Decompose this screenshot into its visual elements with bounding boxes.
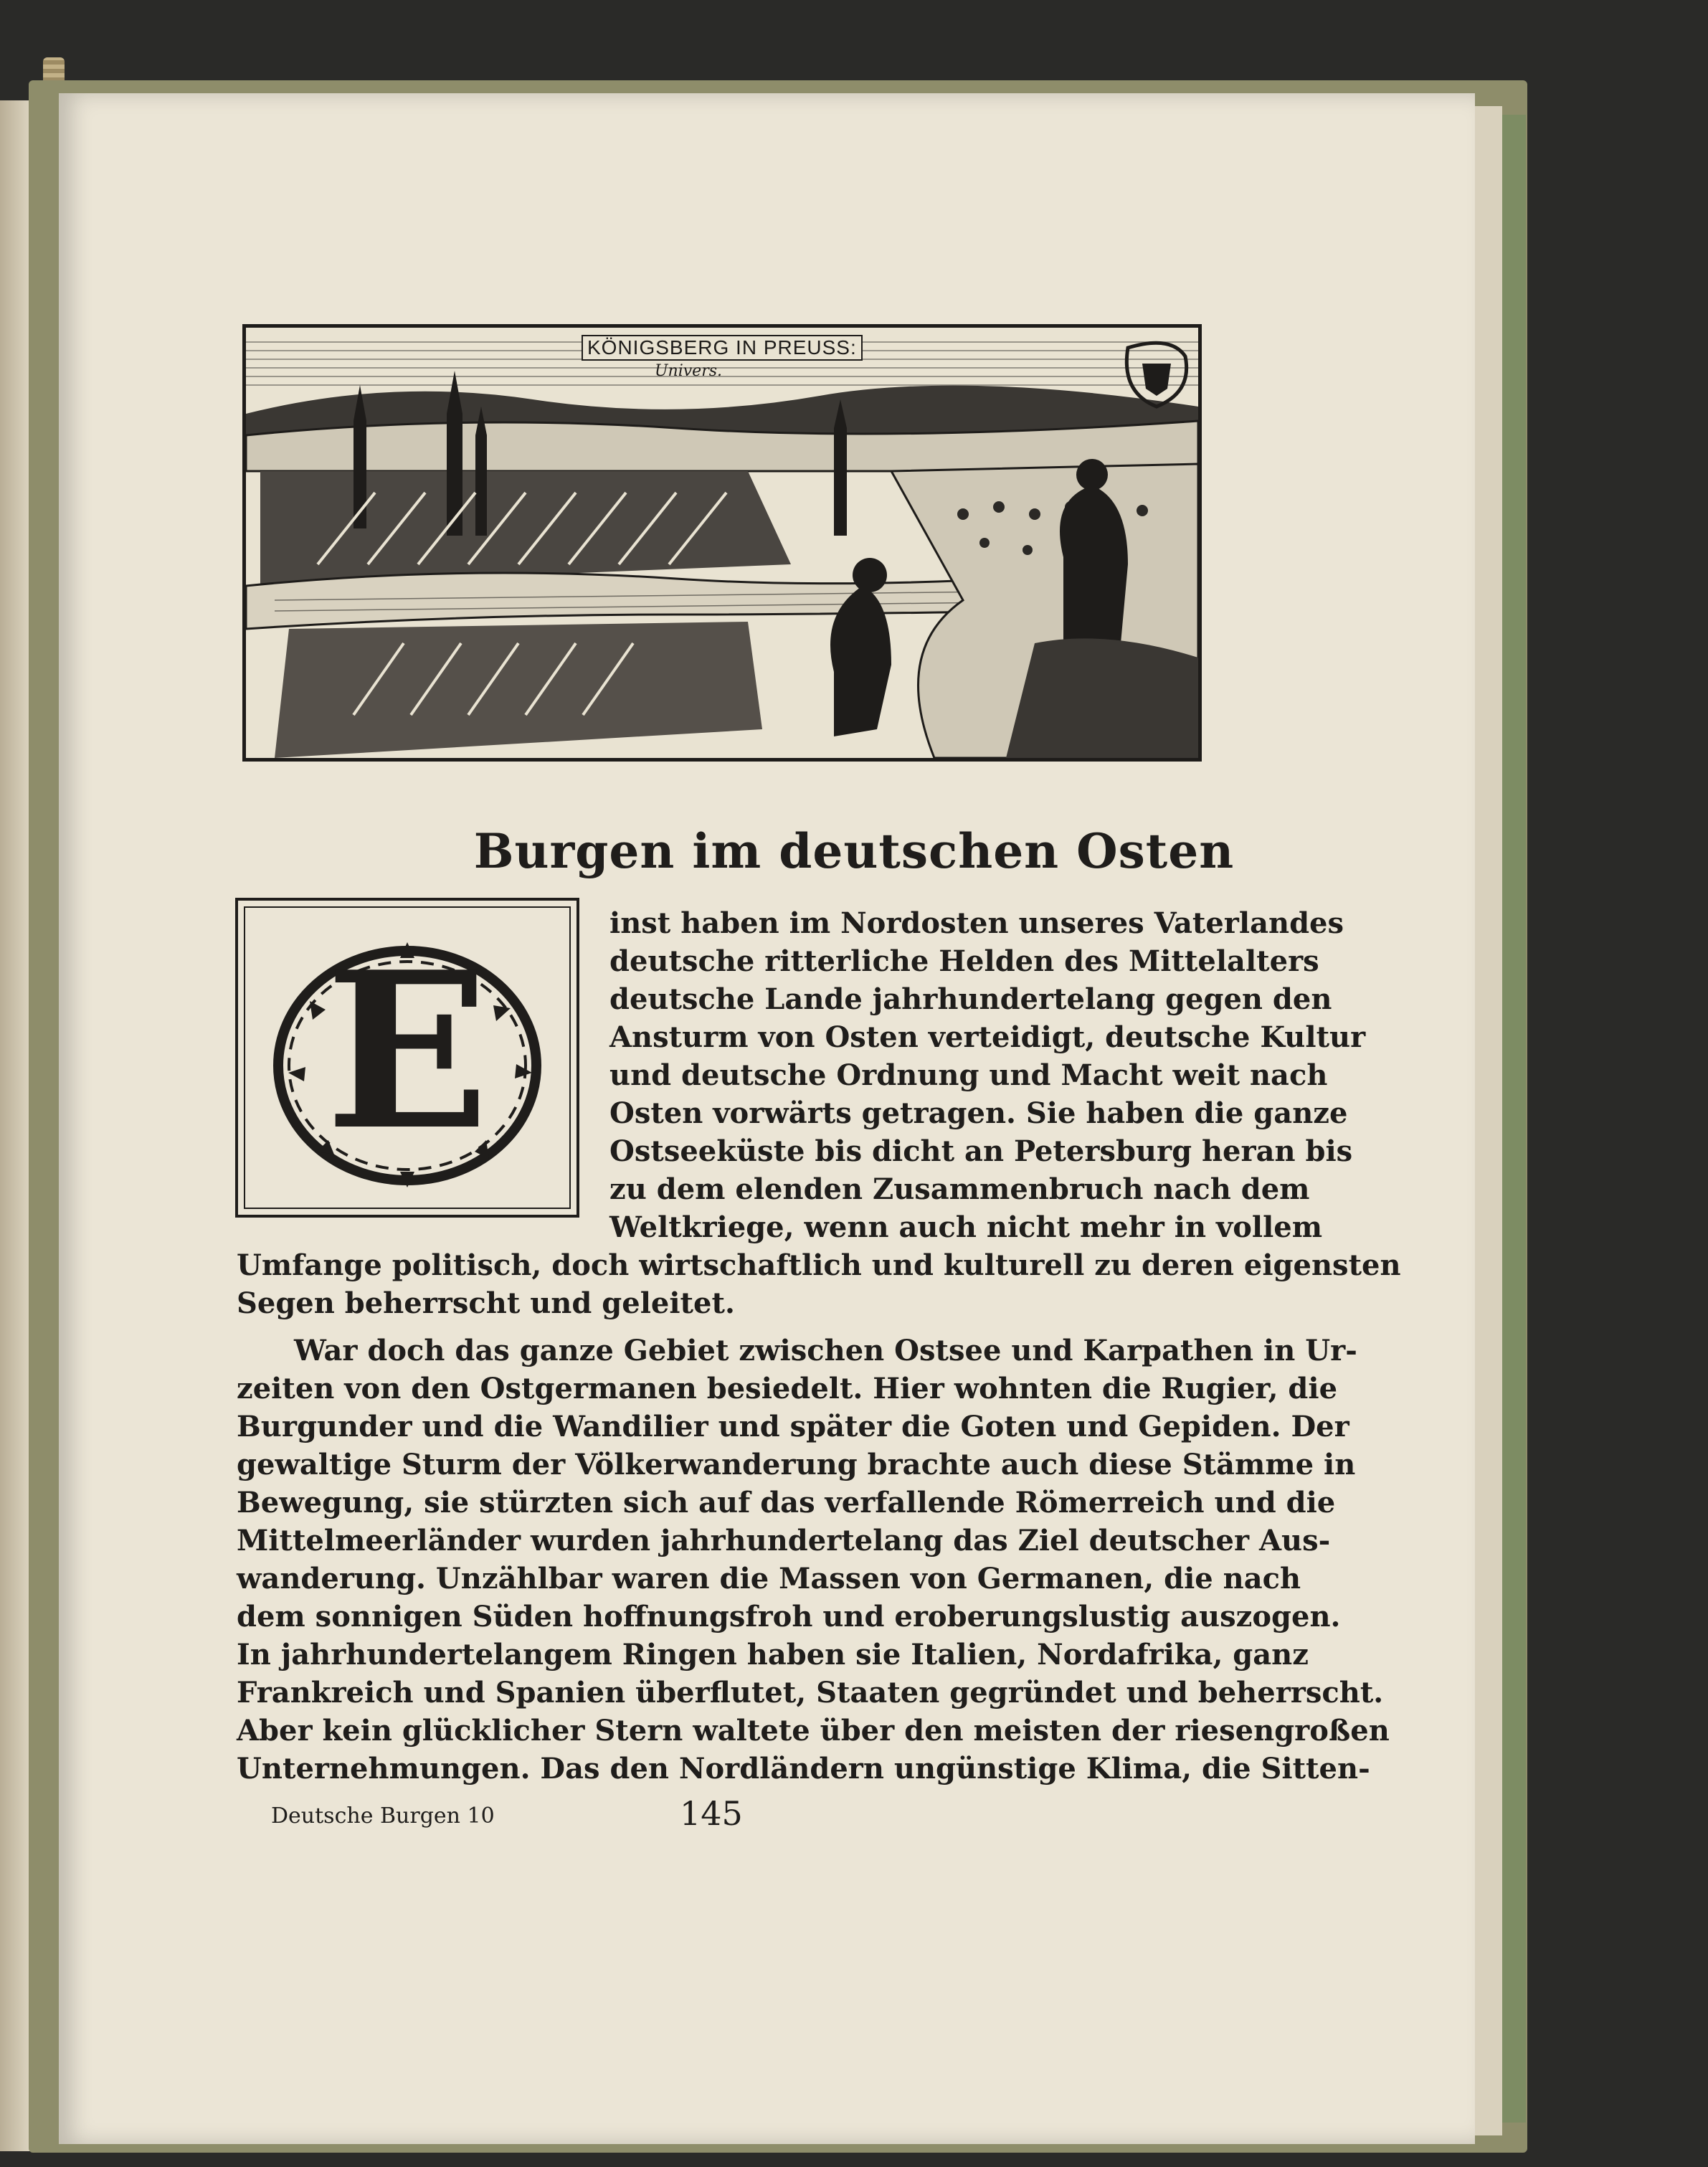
text-line: Umfange politisch, doch wirtschaftlich und kulturell zu deren eigensten (237, 1248, 1401, 1282)
text-line: Mittelmeerländer wurden jahrhundertelang das Ziel deutscher Aus- (237, 1524, 1331, 1557)
text-line: gewaltige Sturm der Völkerwanderung brachte auch diese Stämme in (237, 1448, 1356, 1481)
text-line: dem sonnigen Süden hoffnungsfroh und eroberungslustig auszogen. (237, 1600, 1341, 1633)
text-line: Osten vorwärts getragen. Sie haben die ganze (609, 1096, 1348, 1130)
text-line: inst haben im Nordosten unseres Vaterlandes (609, 906, 1344, 940)
text-line: zu dem elenden Zusammenbruch nach dem (609, 1172, 1310, 1206)
text-line: Burgunder und die Wandilier und später die Goten und Gepiden. Der (237, 1410, 1349, 1443)
text-line: deutsche Lande jahrhundertelang gegen den (609, 982, 1332, 1016)
text-line: wanderung. Unzählbar waren die Massen von Germanen, die nach (237, 1562, 1301, 1595)
engraving-title: KÖNIGSBERG IN PREUSS: (582, 335, 863, 361)
text-line: Ostseeküste bis dicht an Petersburg heran bis (609, 1134, 1353, 1168)
signature-mark: Deutsche Burgen 10 (271, 1803, 495, 1829)
text-line: Aber kein glücklicher Stern waltete über den meisten der riesengroßen (237, 1714, 1390, 1748)
text-line: Unternehmungen. Das den Nordländern ungünstige Klima, die Sitten- (237, 1752, 1370, 1786)
text-line: und deutsche Ordnung und Macht weit nach (609, 1058, 1328, 1092)
chapter-heading: Burgen im deutschen Osten (473, 823, 1235, 879)
text-line: Bewegung, sie stürzten sich auf das verfallende Römerreich und die (237, 1486, 1336, 1519)
engraving-illustration (246, 328, 1198, 758)
text-line: In jahrhundertelangem Ringen haben sie Italien, Nordafrika, ganz (237, 1638, 1309, 1672)
text-line: Frankreich und Spanien überflutet, Staaten gegründet und beherrscht. (237, 1676, 1384, 1710)
koenigsberg-engraving (242, 324, 1202, 762)
page-number: 145 (680, 1794, 743, 1833)
text-line: Weltkriege, wenn auch nicht mehr in vollem (609, 1210, 1323, 1244)
initial-letter: E (325, 924, 490, 1177)
text-line: War doch das ganze Gebiet zwischen Ostsee und Karpathen in Ur- (294, 1334, 1357, 1367)
text-line: Ansturm von Osten verteidigt, deutsche Kultur (609, 1020, 1366, 1054)
text-line: Segen beherrscht und geleitet. (237, 1286, 735, 1320)
text-line: deutsche ritterliche Helden des Mittelalters (609, 944, 1319, 978)
thorn-wreath-ornament (238, 901, 577, 1215)
engraving-subtitle: Univers. (655, 362, 722, 380)
decorated-initial (235, 898, 579, 1218)
text-line: zeiten von den Ostgermanen besiedelt. Hier wohnten die Rugier, die (237, 1372, 1338, 1405)
